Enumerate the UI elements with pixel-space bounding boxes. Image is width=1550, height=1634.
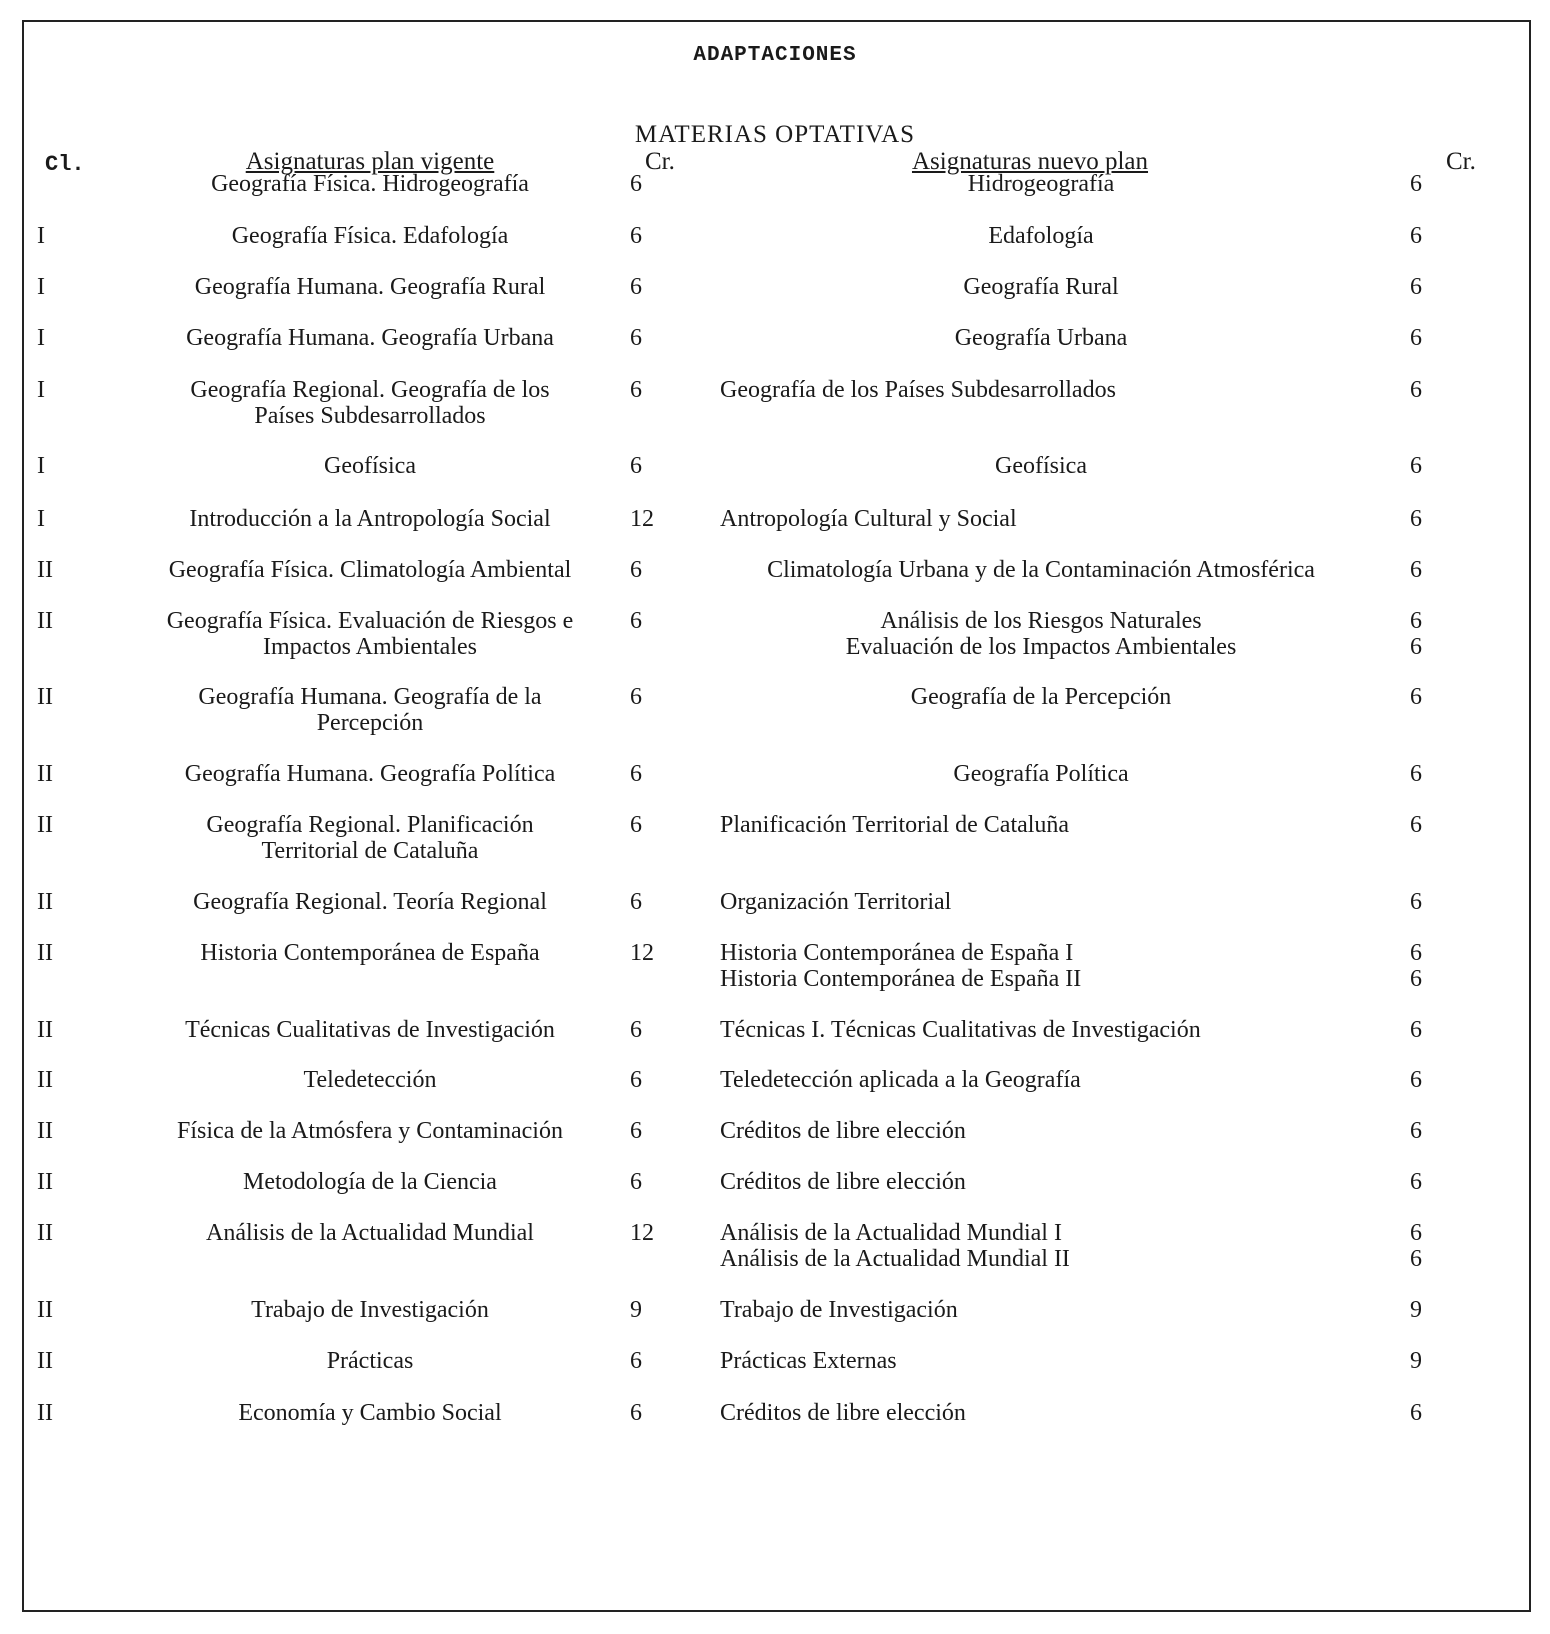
row-new-credits: 9 <box>1410 1297 1422 1323</box>
row-old-subject: Historia Contemporánea de España <box>200 940 540 966</box>
row-new-subject: Geografía de los Países Subdesarrollados <box>720 377 1116 403</box>
row-new-credits: 6 <box>1410 684 1422 710</box>
row-old-subject: Teledetección <box>303 1067 437 1093</box>
row-old-credits: 6 <box>630 1400 642 1426</box>
row-old-credits: 6 <box>630 274 642 300</box>
header-old-subject: Asignaturas plan vigente <box>245 148 495 175</box>
row-new-credits: 6 <box>1410 761 1422 787</box>
row-cl: II <box>37 1348 53 1374</box>
row-old-subject: Trabajo de Investigación <box>251 1297 489 1323</box>
row-old-subject: Técnicas Cualitativas de Investigación <box>185 1017 555 1043</box>
row-cl: II <box>37 608 53 634</box>
row-old-credits: 12 <box>630 506 654 532</box>
row-cl: I <box>37 506 45 532</box>
row-new-subject: Créditos de libre elección <box>720 1118 966 1144</box>
row-new-subject: Prácticas Externas <box>720 1348 897 1374</box>
row-new-credits: 6 <box>1410 1400 1422 1426</box>
row-old-subject: Geografía Regional. Teoría Regional <box>193 889 547 915</box>
row-new-subject: Geografía de la Percepción <box>910 684 1172 710</box>
row-old-credits: 6 <box>630 761 642 787</box>
row-new-subject: Geografía Urbana <box>954 325 1128 351</box>
row-new-subject: Edafología <box>988 223 1094 249</box>
row-old-subject: Metodología de la Ciencia <box>243 1169 497 1195</box>
row-cl: II <box>37 1118 53 1144</box>
row-old-subject: Geofísica <box>324 453 416 479</box>
row-new-subject: Climatología Urbana y de la Contaminación Atmosférica <box>767 557 1315 583</box>
row-old-subject: Geografía Humana. Geografía Política <box>184 761 556 787</box>
row-new-subject: Teledetección aplicada a la Geografía <box>720 1067 1081 1093</box>
row-new-credits: 6 <box>1410 377 1422 403</box>
row-cl: II <box>37 940 53 966</box>
row-old-credits: 6 <box>630 453 642 479</box>
row-new-credits: 6 <box>1410 1067 1422 1093</box>
row-new-credits: 6 6 <box>1410 1220 1422 1272</box>
row-new-subject: Historia Contemporánea de España I Historia Contemporánea de España II <box>720 940 1082 992</box>
row-old-subject: Introducción a la Antropología Social <box>189 506 551 532</box>
row-new-subject: Geografía Política <box>953 761 1129 787</box>
row-new-credits: 6 6 <box>1410 608 1422 660</box>
row-cl: I <box>37 377 45 403</box>
row-cl: II <box>37 684 53 710</box>
row-old-subject: Geografía Física. Hidrogeografía <box>211 171 529 197</box>
row-new-credits: 6 6 <box>1410 940 1422 992</box>
row-cl: I <box>37 453 45 479</box>
row-new-credits: 6 <box>1410 171 1422 197</box>
row-new-credits: 6 <box>1410 812 1422 838</box>
row-old-subject: Análisis de la Actualidad Mundial <box>206 1220 534 1246</box>
row-old-credits: 6 <box>630 684 642 710</box>
row-new-credits: 6 <box>1410 223 1422 249</box>
row-old-subject: Geografía Humana. Geografía Rural <box>194 274 546 300</box>
header-old-credits: Cr. <box>645 148 675 175</box>
row-old-credits: 6 <box>630 325 642 351</box>
row-new-credits: 6 <box>1410 557 1422 583</box>
row-old-credits: 6 <box>630 889 642 915</box>
row-old-credits: 6 <box>630 812 642 838</box>
row-old-subject: Física de la Atmósfera y Contaminación <box>177 1118 563 1144</box>
row-new-subject: Créditos de libre elección <box>720 1400 966 1426</box>
row-old-credits: 6 <box>630 171 642 197</box>
row-new-subject: Créditos de libre elección <box>720 1169 966 1195</box>
row-cl: II <box>37 1220 53 1246</box>
row-new-subject: Técnicas I. Técnicas Cualitativas de Investigación <box>720 1017 1201 1043</box>
row-old-credits: 6 <box>630 377 642 403</box>
row-new-subject: Análisis de los Riesgos Naturales Evaluación de los Impactos Ambientales <box>845 608 1237 660</box>
row-new-credits: 9 <box>1410 1348 1422 1374</box>
row-new-credits: 6 <box>1410 325 1422 351</box>
row-old-subject: Geografía Física. Edafología <box>231 223 509 249</box>
row-new-credits: 6 <box>1410 1118 1422 1144</box>
row-old-subject: Geografía Regional. Geografía de los Países Subdesarrollados <box>190 377 550 429</box>
row-new-credits: 6 <box>1410 1169 1422 1195</box>
row-new-credits: 6 <box>1410 453 1422 479</box>
row-old-credits: 6 <box>630 557 642 583</box>
header-cl: Cl. <box>45 152 85 177</box>
row-old-credits: 9 <box>630 1297 642 1323</box>
row-cl: II <box>37 1067 53 1093</box>
row-cl: II <box>37 1169 53 1195</box>
row-old-credits: 12 <box>630 940 654 966</box>
row-old-credits: 6 <box>630 1348 642 1374</box>
header-new-subject: Asignaturas nuevo plan <box>911 148 1149 175</box>
row-cl: II <box>37 761 53 787</box>
row-new-subject: Hidrogeografía <box>967 171 1115 197</box>
row-new-credits: 6 <box>1410 1017 1422 1043</box>
row-new-subject: Geografía Rural <box>963 274 1119 300</box>
row-old-credits: 6 <box>630 1017 642 1043</box>
row-new-subject: Antropología Cultural y Social <box>720 506 1017 532</box>
row-new-subject: Análisis de la Actualidad Mundial I Análisis de la Actualidad Mundial II <box>720 1220 1070 1272</box>
row-old-subject: Geografía Regional. Planificación Territorial de Cataluña <box>206 812 534 864</box>
row-cl: I <box>37 223 45 249</box>
row-cl: II <box>37 1297 53 1323</box>
row-new-credits: 6 <box>1410 506 1422 532</box>
row-old-subject: Geografía Humana. Geografía de la Percepción <box>198 684 542 736</box>
row-new-credits: 6 <box>1410 889 1422 915</box>
row-old-subject: Geografía Humana. Geografía Urbana <box>186 325 554 351</box>
row-old-credits: 6 <box>630 608 642 634</box>
row-cl: II <box>37 1017 53 1043</box>
document-title: ADAPTACIONES <box>693 44 857 67</box>
row-old-subject: Geografía Física. Climatología Ambiental <box>168 557 572 583</box>
row-cl: II <box>37 1400 53 1426</box>
row-cl: II <box>37 812 53 838</box>
row-cl: II <box>37 889 53 915</box>
row-old-credits: 6 <box>630 223 642 249</box>
row-cl: I <box>37 274 45 300</box>
row-old-subject: Economía y Cambio Social <box>238 1400 502 1426</box>
section-subtitle: MATERIAS OPTATIVAS <box>634 121 916 148</box>
row-new-subject: Geofísica <box>995 453 1087 479</box>
row-new-subject: Planificación Territorial de Cataluña <box>720 812 1070 838</box>
row-cl: II <box>37 557 53 583</box>
row-old-subject: Prácticas <box>326 1348 414 1374</box>
row-old-credits: 6 <box>630 1169 642 1195</box>
row-old-credits: 6 <box>630 1118 642 1144</box>
row-old-subject: Geografía Física. Evaluación de Riesgos e Impactos Ambientales <box>166 608 574 660</box>
header-new-credits: Cr. <box>1446 148 1476 175</box>
row-old-credits: 6 <box>630 1067 642 1093</box>
row-cl: I <box>37 325 45 351</box>
row-old-credits: 12 <box>630 1220 654 1246</box>
row-new-credits: 6 <box>1410 274 1422 300</box>
row-new-subject: Trabajo de Investigación <box>720 1297 958 1323</box>
row-new-subject: Organización Territorial <box>720 889 952 915</box>
